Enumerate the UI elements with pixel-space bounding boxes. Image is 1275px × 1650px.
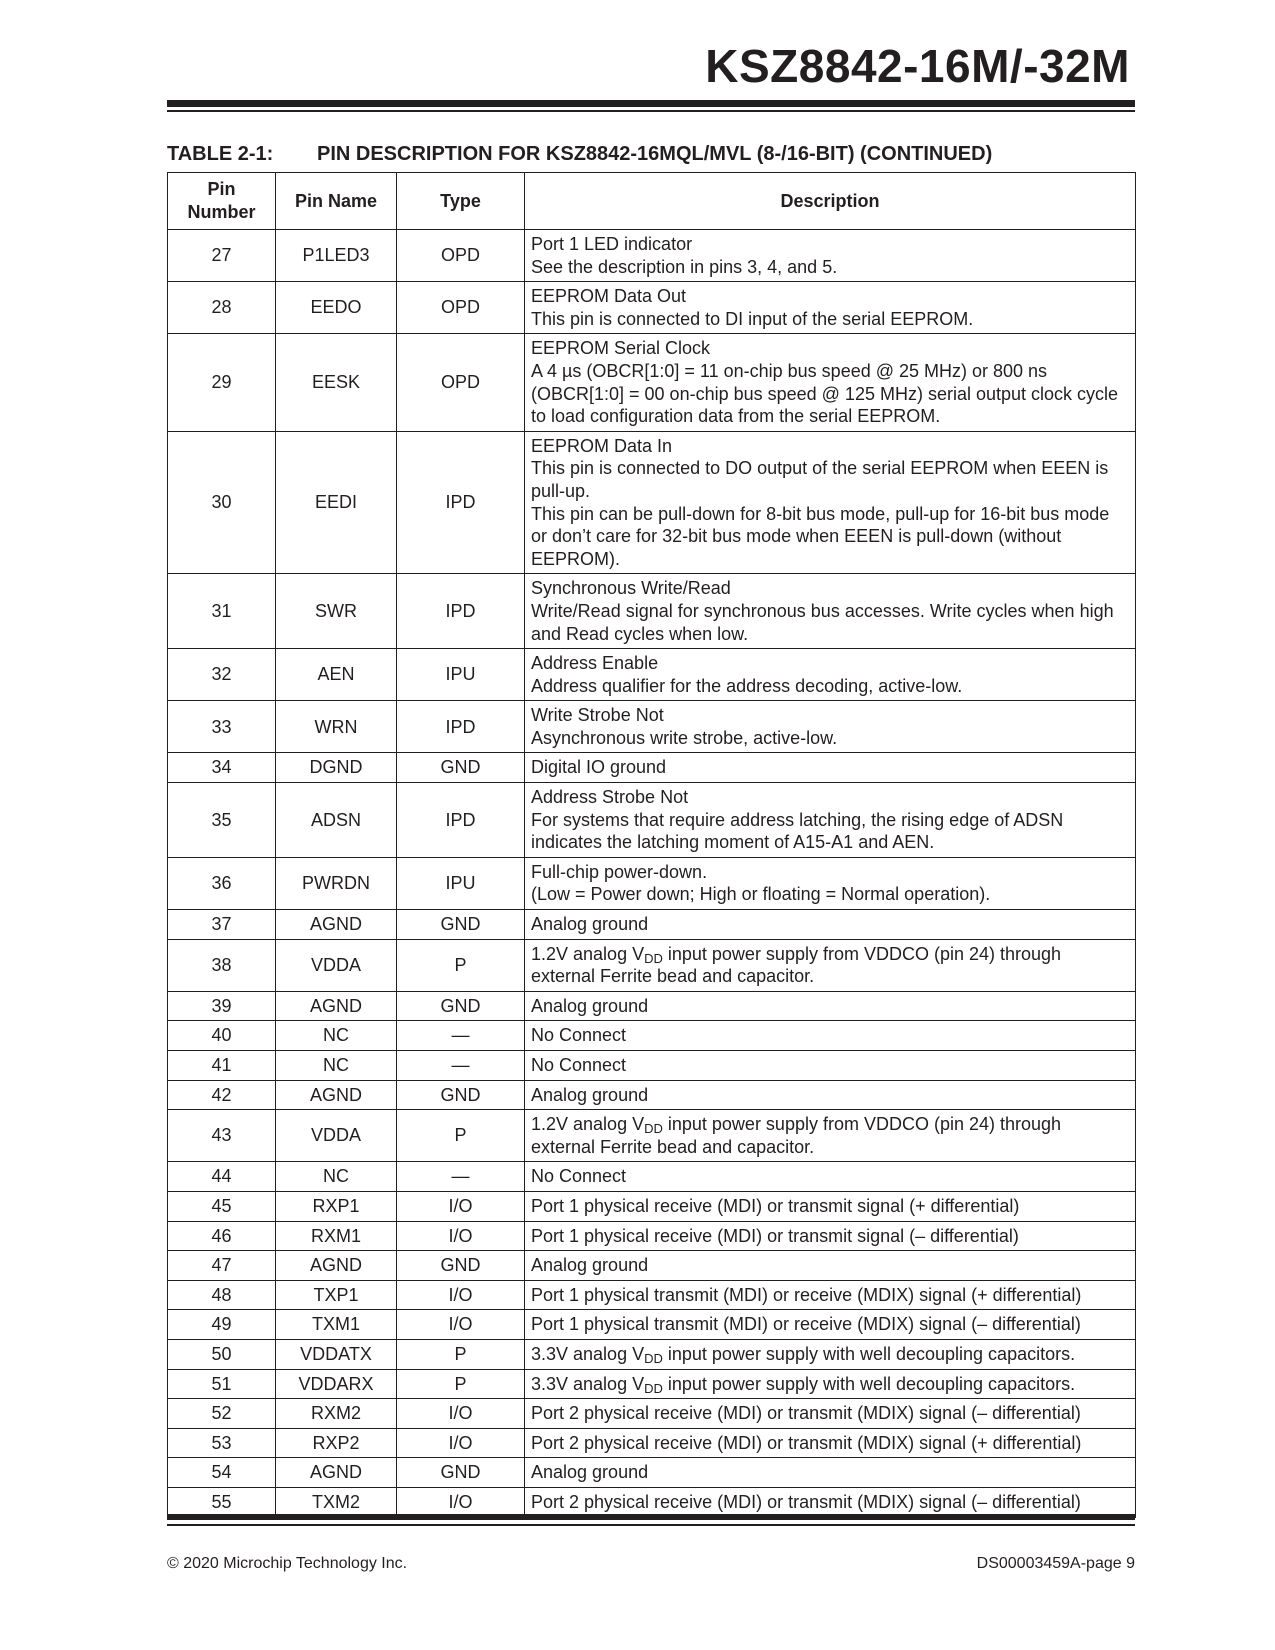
pin-number-cell: 37 (168, 910, 276, 940)
pin-name-cell: WRN (276, 701, 397, 753)
pin-number-cell: 31 (168, 574, 276, 649)
table-row (168, 574, 1136, 649)
table-row (168, 334, 1136, 431)
pin-name-cell: AGND (276, 991, 397, 1021)
pin-name-cell: TXM2 (276, 1487, 397, 1517)
table-row (168, 1399, 1136, 1429)
description-cell (525, 1280, 1136, 1310)
pin-name-cell: SWR (276, 574, 397, 649)
pin-type-cell: GND (397, 1458, 525, 1488)
column-header-pin-name: Pin Name (276, 173, 397, 230)
description-line: No Connect (531, 1055, 627, 1075)
table-row (168, 1251, 1136, 1281)
pin-type-cell: GND (397, 910, 525, 940)
pin-type-cell: IPD (397, 783, 525, 858)
description-line: Analog ground (531, 1462, 649, 1483)
description-cell (525, 230, 1136, 282)
table-row (168, 939, 1136, 991)
pin-type-cell: GND (397, 1080, 525, 1110)
description-subscript: DD (644, 1380, 663, 1396)
description-line: Port 1 physical transmit (MDI) or receive (MDIX) signal (+ differential) (531, 1284, 1082, 1305)
description-line: (Low = Power down; High or floating = Normal operation). (531, 884, 991, 905)
pin-type-cell: I/O (397, 1428, 525, 1458)
pin-number-cell: 33 (168, 701, 276, 753)
table-row (168, 783, 1136, 858)
pin-name-cell: RXM1 (276, 1221, 397, 1251)
pin-name-cell: VDDARX (276, 1369, 397, 1399)
description-cell (525, 334, 1136, 431)
description-cell (525, 910, 1136, 940)
description-text: 3.3V analog V (531, 1343, 645, 1364)
pin-number-cell: 38 (168, 939, 276, 991)
table-row (168, 1221, 1136, 1251)
table-row (168, 701, 1136, 753)
pin-name-cell: EEDI (276, 431, 397, 574)
pin-number-cell: 36 (168, 857, 276, 909)
description-line: See the description in pins 3, 4, and 5. (531, 256, 838, 277)
description-cell (525, 1428, 1136, 1458)
table-row (168, 431, 1136, 574)
pin-type-cell: P (397, 1369, 525, 1399)
pin-number-cell: 39 (168, 991, 276, 1021)
description-line: Port 2 physical receive (MDI) or transmit (MDIX) signal (– differential) (531, 1491, 1081, 1512)
pin-number-cell: 45 (168, 1191, 276, 1221)
pin-type-cell: GND (397, 1251, 525, 1281)
table-row (168, 910, 1136, 940)
table-row (168, 991, 1136, 1021)
description-line: Write/Read signal for synchronous bus accesses. Write cycles when high and Read cycles when low. (531, 600, 1114, 644)
description-line: Address Enable (531, 653, 659, 674)
pin-type-cell: I/O (397, 1310, 525, 1340)
pin-name-cell: TXP1 (276, 1280, 397, 1310)
pin-name-cell: NC (276, 1051, 397, 1081)
pin-name-cell: RXM2 (276, 1399, 397, 1429)
pin-number-cell: 29 (168, 334, 276, 431)
pin-name-cell: AGND (276, 1458, 397, 1488)
pin-type-cell: OPD (397, 230, 525, 282)
description-subscript: DD (644, 950, 663, 966)
pin-type-cell: IPD (397, 431, 525, 574)
description-text: 1.2V analog V (531, 943, 645, 964)
description-line: EEPROM Data Out (531, 286, 687, 307)
pin-name-cell: TXM1 (276, 1310, 397, 1340)
column-header-description: Description (525, 173, 1136, 230)
pin-type-cell: — (397, 1162, 525, 1192)
table-body (168, 230, 1136, 1518)
footer-page-number: DS00003459A-page 9 (976, 1555, 1135, 1572)
description-cell (525, 1191, 1136, 1221)
pin-type-cell: — (397, 1051, 525, 1081)
pin-number-cell: 48 (168, 1280, 276, 1310)
description-cell (525, 574, 1136, 649)
description-cell (525, 1339, 1136, 1369)
description-cell (525, 1162, 1136, 1192)
description-line: Port 2 physical receive (MDI) or transmit (MDIX) signal (+ differential) (531, 1432, 1082, 1453)
description-line: Analog ground (531, 1084, 649, 1105)
description-cell (525, 783, 1136, 858)
description-subscript: DD (644, 1121, 663, 1137)
pin-number-cell: 28 (168, 282, 276, 334)
description-line: Port 1 LED indicator (531, 234, 693, 254)
pin-number-cell: 52 (168, 1399, 276, 1429)
description-line: No Connect (531, 1166, 627, 1187)
description-cell (525, 1369, 1136, 1399)
pin-type-cell: P (397, 1339, 525, 1369)
table-number: TABLE 2-1: (167, 143, 274, 165)
pin-type-cell: GND (397, 753, 525, 783)
description-line: Port 1 physical receive (MDI) or transmit signal (– differential) (531, 1225, 1019, 1246)
pin-type-cell: I/O (397, 1487, 525, 1517)
description-subscript: DD (644, 1350, 663, 1366)
table-row (168, 1021, 1136, 1051)
description-cell (525, 1021, 1136, 1051)
table-row (168, 1369, 1136, 1399)
table-row (168, 282, 1136, 334)
description-line: Address qualifier for the address decoding, active-low. (531, 675, 963, 696)
pin-name-cell: VDDATX (276, 1339, 397, 1369)
pin-name-cell: AEN (276, 649, 397, 701)
description-line: Port 1 physical transmit (MDI) or receive (MDIX) signal (– differential) (531, 1314, 1081, 1335)
description-cell (525, 1221, 1136, 1251)
description-cell (525, 1399, 1136, 1429)
pin-number-cell: 54 (168, 1458, 276, 1488)
description-line: This pin can be pull-down for 8-bit bus mode, pull-up for 16-bit bus mode or don’t care for 32-bit bus mode when EEEN is pull-down (without EEPROM). (531, 503, 1110, 569)
pin-number-cell: 46 (168, 1221, 276, 1251)
footer-copyright: © 2020 Microchip Technology Inc. (167, 1555, 408, 1572)
table-row (168, 1458, 1136, 1488)
table-caption (167, 142, 992, 166)
column-header-pin-number: Pin Number (168, 173, 276, 230)
pin-number-cell: 40 (168, 1021, 276, 1051)
description-line: Address Strobe Not (531, 787, 689, 808)
description-line: Digital IO ground (531, 757, 667, 778)
pin-description-table (167, 172, 1136, 1518)
pin-name-cell: P1LED3 (276, 230, 397, 282)
pin-number-cell: 51 (168, 1369, 276, 1399)
pin-number-cell: 30 (168, 431, 276, 574)
description-line: EEPROM Serial Clock (531, 338, 711, 359)
description-cell (525, 701, 1136, 753)
description-text: 3.3V analog V (531, 1373, 645, 1394)
table-title: PIN DESCRIPTION FOR KSZ8842-16MQL/MVL (8-/16-BIT) (CONTINUED) (317, 143, 993, 165)
pin-type-cell: I/O (397, 1221, 525, 1251)
pin-number-cell: 27 (168, 230, 276, 282)
table-row (168, 1280, 1136, 1310)
description-line: This pin is connected to DI input of the serial EEPROM. (531, 308, 974, 329)
description-cell (525, 1310, 1136, 1340)
table-row (168, 1080, 1136, 1110)
description-text: input power supply from VDDCO (pin 24) through external Ferrite bead and capacitor. (531, 1114, 1062, 1157)
pin-name-cell: VDDA (276, 1110, 397, 1162)
pin-type-cell: OPD (397, 282, 525, 334)
table-row (168, 1339, 1136, 1369)
table-row (168, 1310, 1136, 1340)
pin-type-cell: — (397, 1021, 525, 1051)
pin-number-cell: 44 (168, 1162, 276, 1192)
description-line: Analog ground (531, 995, 649, 1016)
description-line: Asynchronous write strobe, active-low. (531, 727, 838, 748)
description-cell (525, 1080, 1136, 1110)
description-cell (525, 431, 1136, 574)
pin-name-cell: VDDA (276, 939, 397, 991)
pin-number-cell: 55 (168, 1487, 276, 1517)
description-text: input power supply with well decoupling capacitors. (662, 1343, 1076, 1364)
pin-name-cell: PWRDN (276, 857, 397, 909)
description-cell (525, 282, 1136, 334)
table-row (168, 753, 1136, 783)
pin-name-cell: ADSN (276, 783, 397, 858)
description-line: This pin is connected to DO output of the serial EEPROM when EEEN is pull-up. (531, 458, 1109, 501)
description-line: A 4 µs (OBCR[1:0] = 11 on-chip bus speed @ 25 MHz) or 800 ns (OBCR[1:0] = 00 on-chip bus speed @ 125 MHz) serial output clock cycle to load configuration data from the serial EEPROM. (531, 360, 1119, 427)
pin-number-cell: 42 (168, 1080, 276, 1110)
table-row (168, 1162, 1136, 1192)
description-cell (525, 1251, 1136, 1281)
description-line: Analog ground (531, 914, 649, 935)
pin-number-cell: 50 (168, 1339, 276, 1369)
table-row (168, 1051, 1136, 1081)
description-text: 1.2V analog V (531, 1114, 645, 1135)
description-cell (525, 753, 1136, 783)
pin-number-cell: 43 (168, 1110, 276, 1162)
pin-name-cell: NC (276, 1021, 397, 1051)
description-cell (525, 939, 1136, 991)
table-header-row (168, 173, 1136, 230)
description-line: Port 2 physical receive (MDI) or transmit (MDIX) signal (– differential) (531, 1403, 1081, 1424)
pin-type-cell: GND (397, 991, 525, 1021)
pin-type-cell: OPD (397, 334, 525, 431)
pin-type-cell: IPU (397, 857, 525, 909)
pin-type-cell: I/O (397, 1399, 525, 1429)
pin-number-cell: 41 (168, 1051, 276, 1081)
pin-number-cell: 47 (168, 1251, 276, 1281)
pin-name-cell: NC (276, 1162, 397, 1192)
pin-name-cell: RXP2 (276, 1428, 397, 1458)
description-cell (525, 1110, 1136, 1162)
header-rule-thick (167, 100, 1135, 107)
table-row (168, 1110, 1136, 1162)
pin-type-cell: IPD (397, 701, 525, 753)
description-line: For systems that require address latching, the rising edge of ADSN indicates the latching moment of A15-A1 and AEN. (531, 809, 1064, 853)
description-line: Port 1 physical receive (MDI) or transmit signal (+ differential) (531, 1195, 1020, 1216)
pin-number-cell: 34 (168, 753, 276, 783)
table-row (168, 649, 1136, 701)
description-line: EEPROM Data In (531, 435, 673, 456)
pin-type-cell: P (397, 939, 525, 991)
pin-number-cell: 32 (168, 649, 276, 701)
table-row (168, 1428, 1136, 1458)
description-cell (525, 649, 1136, 701)
description-cell (525, 991, 1136, 1021)
description-line: Full-chip power-down. (531, 861, 708, 882)
table-row (168, 1191, 1136, 1221)
table-row (168, 230, 1136, 282)
pin-name-cell: EESK (276, 334, 397, 431)
pin-name-cell: AGND (276, 910, 397, 940)
description-cell (525, 1051, 1136, 1081)
description-text: input power supply from VDDCO (pin 24) through external Ferrite bead and capacitor. (531, 943, 1062, 987)
description-line: No Connect (531, 1025, 627, 1046)
pin-number-cell: 53 (168, 1428, 276, 1458)
pin-name-cell: EEDO (276, 282, 397, 334)
description-cell (525, 1487, 1136, 1517)
pin-type-cell: IPD (397, 574, 525, 649)
pin-name-cell: DGND (276, 753, 397, 783)
pin-number-cell: 35 (168, 783, 276, 858)
description-text: input power supply with well decoupling capacitors. (662, 1373, 1076, 1394)
pin-name-cell: RXP1 (276, 1191, 397, 1221)
pin-name-cell: AGND (276, 1080, 397, 1110)
description-cell (525, 1458, 1136, 1488)
pin-type-cell: IPU (397, 649, 525, 701)
pin-type-cell: I/O (397, 1191, 525, 1221)
footer-rule-thick (167, 1514, 1135, 1520)
description-line: Analog ground (531, 1255, 649, 1276)
header-rule-thin (167, 110, 1135, 112)
pin-name-cell: AGND (276, 1251, 397, 1281)
table-row (168, 857, 1136, 909)
pin-type-cell: I/O (397, 1280, 525, 1310)
footer-rule-thin (167, 1524, 1135, 1526)
description-line: Write Strobe Not (531, 705, 664, 726)
document-title: KSZ8842-16M/-32M (705, 40, 1130, 92)
description-cell (525, 857, 1136, 909)
table-row (168, 1487, 1136, 1517)
description-line: Synchronous Write/Read (531, 578, 731, 599)
pin-number-cell: 49 (168, 1310, 276, 1340)
column-header-type: Type (397, 173, 525, 230)
pin-type-cell: P (397, 1110, 525, 1162)
